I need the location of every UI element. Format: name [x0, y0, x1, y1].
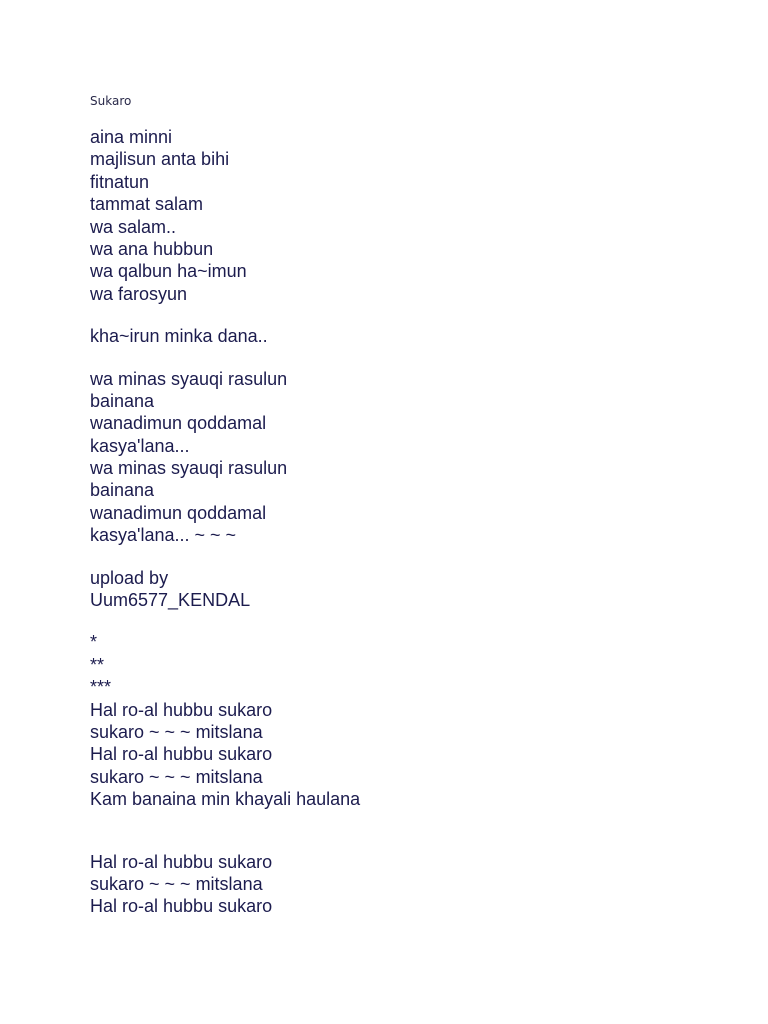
lyric-line: **: [90, 654, 105, 675]
lyric-line: wa minas syauqi rasulun: [90, 458, 288, 479]
stanza-gap: [90, 611, 360, 631]
lyric-line: Hal ro-al hubbu sukaro: [90, 851, 273, 872]
lyric-line: kha~irun minka dana..: [90, 326, 268, 347]
lyric-line: wa minas syauqi rasulun: [90, 368, 288, 389]
lyric-line: kasya'lana...: [90, 435, 190, 456]
lyric-line: tammat salam: [90, 194, 204, 215]
lyric-line: wa farosyun: [90, 283, 188, 304]
lyric-line: Hal ro-al hubbu sukaro: [90, 744, 273, 765]
stanza-gap: [90, 811, 360, 851]
lyrics-body: [90, 126, 360, 918]
stanza-6: [90, 851, 360, 918]
lyric-line: kasya'lana... ~ ~ ~: [90, 525, 237, 546]
lyric-line: wanadimun qoddamal: [90, 502, 267, 523]
lyric-line: bainana: [90, 390, 155, 411]
stanza-3: [90, 368, 360, 547]
lyric-line: upload by: [90, 567, 169, 588]
stanza-1: [90, 126, 360, 305]
lyric-line: aina minni: [90, 127, 173, 147]
lyric-line: ***: [90, 677, 112, 698]
lyric-line: wa ana hubbun: [90, 238, 214, 259]
lyric-line: Hal ro-al hubbu sukaro: [90, 896, 273, 917]
stanza-gap: [90, 547, 360, 567]
document-title: Sukaro: [90, 94, 132, 108]
lyric-line: bainana: [90, 480, 155, 501]
lyric-line: majlisun anta bihi: [90, 149, 230, 170]
lyric-line: sukaro ~ ~ ~ mitslana: [90, 873, 263, 894]
lyric-line: Kam banaina min khayali haulana: [90, 789, 361, 810]
lyric-line: wa salam..: [90, 216, 177, 237]
lyric-line: Hal ro-al hubbu sukaro: [90, 699, 273, 720]
stanza-gap: [90, 348, 360, 368]
stanza-4: [90, 567, 360, 612]
lyric-line: wanadimun qoddamal: [90, 413, 267, 434]
stanza-2: [90, 325, 360, 347]
stanza-gap: [90, 305, 360, 325]
lyric-line: Uum6577_KENDAL: [90, 590, 251, 611]
lyric-line: sukaro ~ ~ ~ mitslana: [90, 766, 263, 787]
lyric-line: sukaro ~ ~ ~ mitslana: [90, 721, 263, 742]
lyric-line: *: [90, 632, 98, 653]
stanza-5: [90, 631, 360, 810]
lyric-line: fitnatun: [90, 171, 150, 192]
lyric-line: wa qalbun ha~imun: [90, 261, 247, 282]
